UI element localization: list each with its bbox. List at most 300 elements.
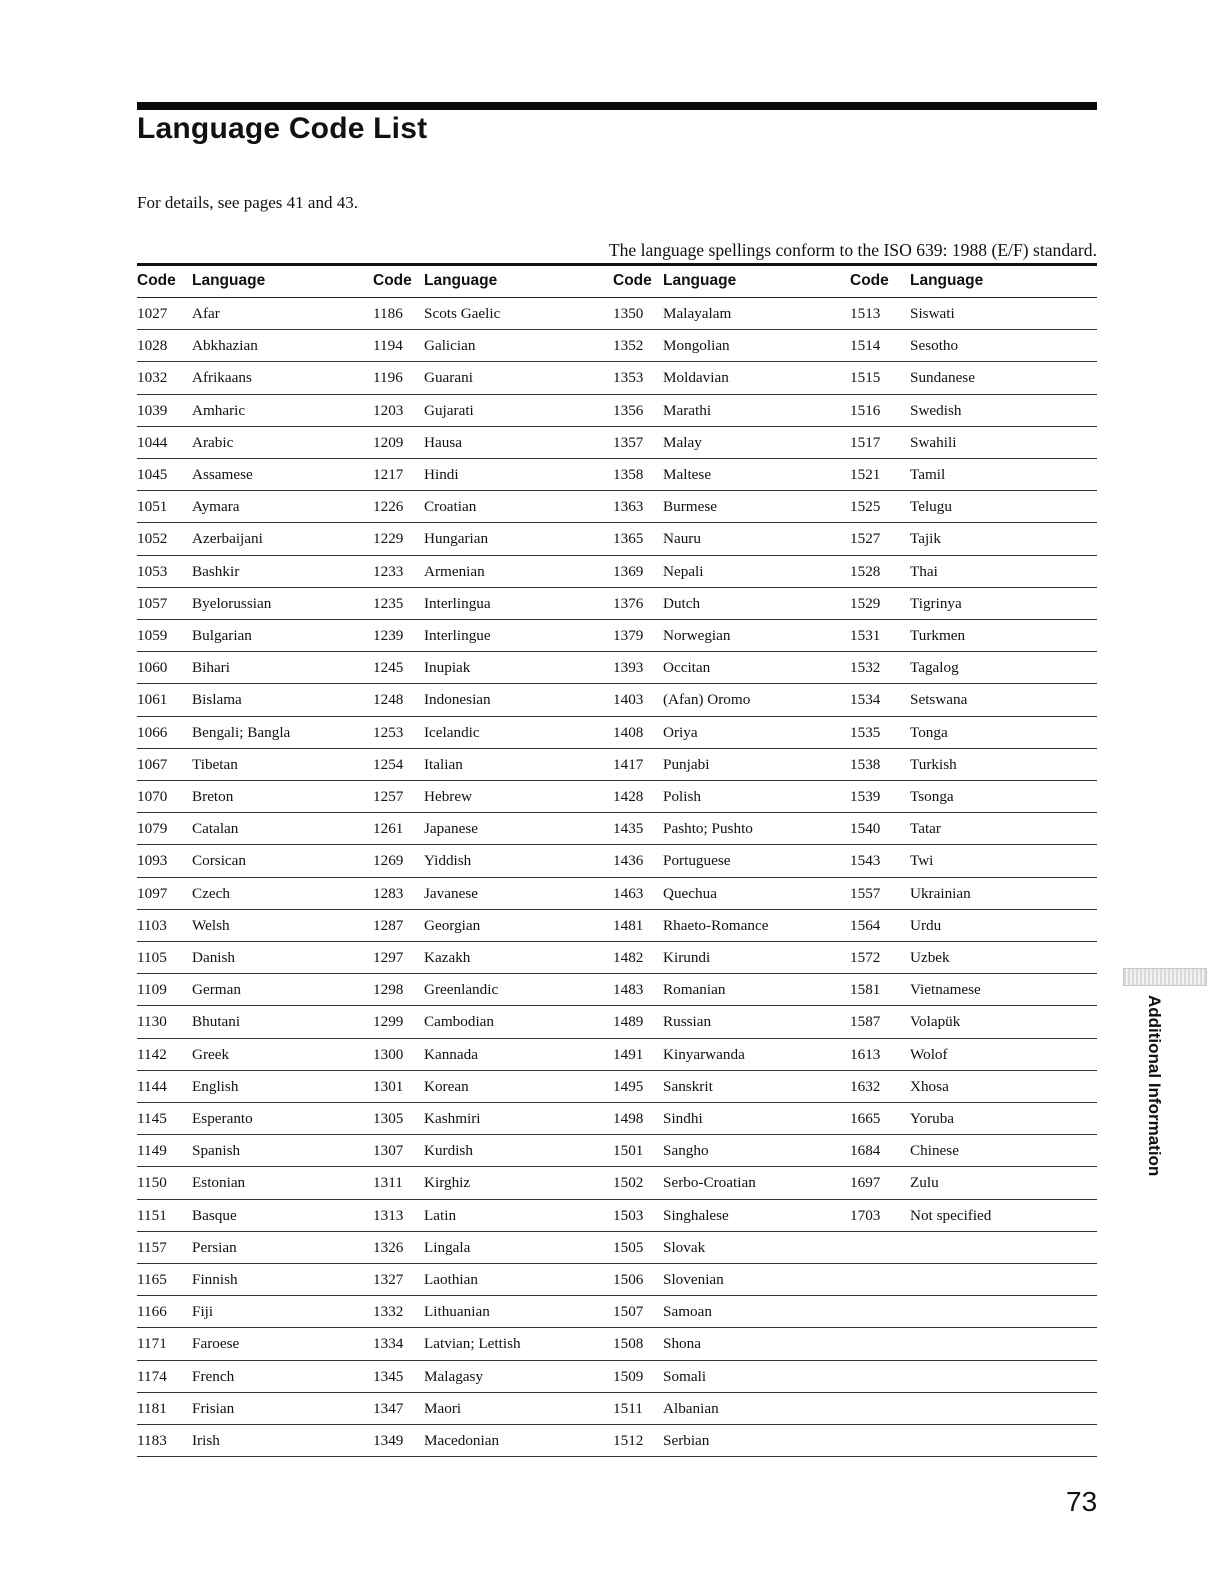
language-name: Siswati bbox=[910, 305, 955, 322]
language-name: Malagasy bbox=[424, 1367, 484, 1385]
table-row bbox=[137, 556, 1097, 588]
language-code: 1516 bbox=[850, 401, 881, 419]
language-code: 1540 bbox=[850, 820, 881, 838]
language-name: Thai bbox=[910, 562, 938, 580]
table-row bbox=[137, 942, 1097, 974]
language-code: 1144 bbox=[137, 1077, 167, 1095]
language-code: 1353 bbox=[613, 369, 644, 387]
language-name: Latvian; Lettish bbox=[424, 1335, 521, 1353]
language-name: Chinese bbox=[910, 1142, 959, 1160]
language-name: Tibetan bbox=[192, 755, 238, 773]
language-name: Pashto; Pushto bbox=[663, 820, 753, 838]
header-language: Language bbox=[192, 272, 266, 289]
language-code: 1226 bbox=[373, 498, 404, 516]
language-name: Lingala bbox=[424, 1238, 471, 1256]
language-code: 1528 bbox=[850, 562, 881, 580]
language-name: Zulu bbox=[910, 1174, 939, 1192]
language-name: Serbian bbox=[663, 1432, 710, 1449]
language-code: 1369 bbox=[613, 562, 644, 580]
language-code: 1509 bbox=[613, 1367, 644, 1385]
language-code: 1239 bbox=[373, 627, 404, 644]
language-code: 1061 bbox=[137, 691, 168, 709]
language-code: 1495 bbox=[613, 1077, 644, 1095]
language-name: Lithuanian bbox=[424, 1303, 490, 1321]
header-code: Code bbox=[373, 272, 412, 289]
language-code: 1171 bbox=[137, 1335, 167, 1353]
language-name: Byelorussian bbox=[192, 594, 272, 612]
language-name: Urdu bbox=[910, 916, 942, 934]
table-row bbox=[137, 1296, 1097, 1328]
language-code: 1498 bbox=[613, 1110, 644, 1127]
language-code: 1334 bbox=[373, 1335, 404, 1353]
language-code: 1697 bbox=[850, 1174, 881, 1192]
language-code: 1376 bbox=[613, 594, 644, 612]
language-name: Finnish bbox=[192, 1271, 238, 1288]
language-code: 1503 bbox=[613, 1206, 644, 1224]
language-name: Somali bbox=[663, 1367, 707, 1385]
language-name: Hungarian bbox=[424, 530, 489, 548]
language-name: Russian bbox=[663, 1013, 712, 1031]
page-number: 73 bbox=[1066, 1486, 1098, 1517]
language-code: 1483 bbox=[613, 981, 644, 999]
language-code: 1393 bbox=[613, 659, 644, 677]
language-code: 1032 bbox=[137, 369, 168, 387]
language-name: Singhalese bbox=[663, 1206, 729, 1224]
language-name: Malay bbox=[663, 433, 702, 451]
language-code: 1514 bbox=[850, 337, 881, 355]
language-name: Frisian bbox=[192, 1399, 235, 1417]
language-code: 1105 bbox=[137, 949, 167, 966]
language-code: 1532 bbox=[850, 659, 881, 677]
table-row bbox=[137, 298, 1097, 330]
language-name: Twi bbox=[910, 852, 934, 870]
language-name: Dutch bbox=[663, 594, 701, 612]
language-name: Bashkir bbox=[192, 562, 240, 580]
language-code: 1067 bbox=[137, 755, 168, 773]
language-name: Georgian bbox=[424, 916, 481, 934]
language-code: 1297 bbox=[373, 949, 404, 966]
language-code: 1157 bbox=[137, 1238, 167, 1256]
language-name: Maori bbox=[424, 1399, 462, 1417]
table-row bbox=[137, 459, 1097, 491]
language-name: Guarani bbox=[424, 369, 473, 387]
language-name: Korean bbox=[424, 1077, 469, 1095]
language-code: 1539 bbox=[850, 788, 881, 805]
language-name: Aymara bbox=[192, 498, 240, 516]
language-code: 1357 bbox=[613, 433, 644, 451]
language-code: 1356 bbox=[613, 401, 644, 419]
language-name: Bhutani bbox=[192, 1013, 241, 1031]
header-language: Language bbox=[663, 272, 737, 289]
language-code: 1245 bbox=[373, 659, 404, 677]
language-name: Tajik bbox=[910, 530, 941, 548]
language-name: Indonesian bbox=[424, 691, 491, 709]
language-code: 1109 bbox=[137, 981, 167, 999]
table-row bbox=[137, 362, 1097, 394]
language-name: Polish bbox=[663, 788, 701, 805]
language-code: 1349 bbox=[373, 1432, 404, 1449]
language-name: Nauru bbox=[663, 530, 701, 548]
language-name: Ukrainian bbox=[910, 884, 971, 902]
language-code: 1166 bbox=[137, 1303, 167, 1321]
language-name: Nepali bbox=[663, 562, 704, 580]
header-language: Language bbox=[424, 272, 498, 289]
language-code: 1352 bbox=[613, 337, 644, 355]
language-name: Persian bbox=[192, 1238, 237, 1256]
language-code: 1481 bbox=[613, 916, 644, 934]
language-code: 1307 bbox=[373, 1142, 404, 1160]
language-code: 1345 bbox=[373, 1367, 404, 1385]
language-name: Javanese bbox=[424, 884, 478, 902]
language-name: Tagalog bbox=[910, 659, 959, 677]
page-title: Language Code List bbox=[137, 112, 428, 145]
language-name: Serbo-Croatian bbox=[663, 1174, 756, 1192]
table-row bbox=[137, 1103, 1097, 1135]
language-name: Interlingue bbox=[424, 627, 491, 644]
table-row bbox=[137, 845, 1097, 877]
language-code: 1489 bbox=[613, 1013, 644, 1031]
language-code: 1027 bbox=[137, 305, 168, 322]
language-name: Bislama bbox=[192, 691, 242, 709]
language-name: Amharic bbox=[192, 401, 246, 419]
language-name: Assamese bbox=[192, 466, 253, 483]
language-code: 1165 bbox=[137, 1271, 167, 1288]
language-code: 1150 bbox=[137, 1174, 167, 1192]
language-code: 1028 bbox=[137, 337, 168, 355]
language-code: 1408 bbox=[613, 723, 644, 741]
language-name: Kinyarwanda bbox=[663, 1045, 745, 1063]
language-code: 1203 bbox=[373, 401, 404, 419]
language-code: 1703 bbox=[850, 1206, 881, 1224]
language-code: 1305 bbox=[373, 1110, 404, 1127]
language-name: Bulgarian bbox=[192, 627, 252, 644]
language-code: 1039 bbox=[137, 401, 168, 419]
language-code: 1502 bbox=[613, 1174, 644, 1192]
language-name: Hausa bbox=[424, 433, 462, 451]
language-code: 1436 bbox=[613, 852, 644, 870]
language-name: Galician bbox=[424, 337, 476, 355]
language-code: 1301 bbox=[373, 1077, 404, 1095]
language-name: Irish bbox=[192, 1432, 220, 1449]
language-name: Basque bbox=[192, 1206, 237, 1224]
language-name: Japanese bbox=[424, 820, 478, 838]
table-row bbox=[137, 1328, 1097, 1360]
language-name: Swahili bbox=[910, 433, 957, 451]
language-name: Czech bbox=[192, 884, 230, 902]
language-name: Kannada bbox=[424, 1045, 478, 1063]
language-name: Fiji bbox=[192, 1303, 214, 1321]
language-name: Marathi bbox=[663, 401, 712, 419]
language-code: 1045 bbox=[137, 466, 168, 483]
header-code: Code bbox=[850, 272, 889, 289]
language-code: 1174 bbox=[137, 1367, 167, 1385]
language-name: Yoruba bbox=[910, 1110, 955, 1127]
table-row bbox=[137, 684, 1097, 716]
header-code: Code bbox=[137, 272, 176, 289]
language-code: 1233 bbox=[373, 562, 404, 580]
language-code: 1181 bbox=[137, 1399, 167, 1417]
language-name: Xhosa bbox=[910, 1077, 949, 1095]
language-name: Burmese bbox=[663, 498, 717, 516]
table-row bbox=[137, 652, 1097, 684]
language-code: 1535 bbox=[850, 723, 881, 741]
table-row bbox=[137, 1200, 1097, 1232]
language-code: 1557 bbox=[850, 884, 881, 902]
language-name: Esperanto bbox=[192, 1110, 253, 1127]
language-name: Not specified bbox=[910, 1206, 992, 1224]
language-code: 1517 bbox=[850, 433, 881, 451]
language-name: English bbox=[192, 1077, 239, 1095]
language-name: Tatar bbox=[910, 820, 941, 838]
language-name: Samoan bbox=[663, 1303, 712, 1321]
language-name: (Afan) Oromo bbox=[663, 691, 751, 709]
language-name: Tonga bbox=[910, 723, 948, 741]
table-row bbox=[137, 910, 1097, 942]
language-code: 1350 bbox=[613, 305, 644, 322]
language-code: 1534 bbox=[850, 691, 881, 709]
language-code: 1253 bbox=[373, 723, 404, 741]
language-name: Greek bbox=[192, 1045, 230, 1063]
language-code: 1298 bbox=[373, 981, 404, 999]
language-code: 1403 bbox=[613, 691, 644, 709]
table-header bbox=[137, 266, 1097, 298]
language-code: 1194 bbox=[373, 337, 403, 355]
language-name: Croatian bbox=[424, 498, 477, 516]
language-code: 1326 bbox=[373, 1238, 404, 1256]
language-code: 1332 bbox=[373, 1303, 404, 1321]
language-name: French bbox=[192, 1367, 235, 1385]
language-name: Uzbek bbox=[910, 949, 950, 966]
table-row bbox=[137, 523, 1097, 555]
language-name: Armenian bbox=[424, 562, 485, 580]
language-code: 1313 bbox=[373, 1206, 404, 1224]
language-code: 1428 bbox=[613, 788, 644, 805]
language-code: 1587 bbox=[850, 1013, 881, 1031]
language-name: Telugu bbox=[910, 498, 952, 516]
language-name: Slovenian bbox=[663, 1271, 724, 1288]
language-name: Inupiak bbox=[424, 659, 471, 677]
language-name: Tsonga bbox=[910, 788, 954, 805]
language-code: 1142 bbox=[137, 1045, 167, 1063]
language-code: 1417 bbox=[613, 755, 644, 773]
language-name: Volapük bbox=[910, 1013, 961, 1031]
language-code: 1525 bbox=[850, 498, 881, 516]
language-name: Interlingua bbox=[424, 594, 491, 612]
language-code: 1505 bbox=[613, 1238, 644, 1256]
table-row bbox=[137, 1232, 1097, 1264]
language-name: Portuguese bbox=[663, 852, 731, 870]
language-name: Scots Gaelic bbox=[424, 305, 501, 322]
language-code: 1093 bbox=[137, 852, 168, 870]
language-name: Corsican bbox=[192, 852, 246, 870]
language-code: 1283 bbox=[373, 884, 404, 902]
language-name: Danish bbox=[192, 949, 236, 966]
language-code-table bbox=[137, 298, 1097, 1459]
language-code: 1257 bbox=[373, 788, 404, 805]
language-name: Spanish bbox=[192, 1142, 241, 1160]
standard-note: The language spellings conform to the ISO 639: 1988 (E/F) standard. bbox=[608, 240, 1097, 260]
language-code: 1186 bbox=[373, 305, 403, 322]
table-row bbox=[137, 1071, 1097, 1103]
table-row bbox=[137, 620, 1097, 652]
language-name: Turkish bbox=[910, 755, 957, 773]
language-code: 1254 bbox=[373, 755, 404, 773]
side-tab-label: Additional Information bbox=[1145, 995, 1164, 1177]
language-code: 1057 bbox=[137, 594, 168, 612]
language-code: 1521 bbox=[850, 466, 881, 483]
language-code: 1196 bbox=[373, 369, 403, 387]
language-name: Mongolian bbox=[663, 337, 730, 355]
language-code: 1097 bbox=[137, 884, 168, 902]
language-code: 1079 bbox=[137, 820, 168, 838]
language-code: 1564 bbox=[850, 916, 881, 934]
language-name: Tamil bbox=[910, 466, 946, 483]
language-code: 1482 bbox=[613, 949, 644, 966]
language-code: 1491 bbox=[613, 1045, 644, 1063]
table-row bbox=[137, 427, 1097, 459]
language-name: Arabic bbox=[192, 433, 234, 451]
language-code: 1527 bbox=[850, 530, 881, 548]
language-code: 1059 bbox=[137, 627, 168, 644]
language-name: Gujarati bbox=[424, 401, 474, 419]
language-code: 1261 bbox=[373, 820, 404, 838]
language-name: Kashmiri bbox=[424, 1110, 481, 1127]
language-code: 1511 bbox=[613, 1399, 643, 1417]
language-name: Afar bbox=[192, 305, 220, 322]
language-name: Hebrew bbox=[424, 788, 473, 805]
language-name: Oriya bbox=[663, 723, 698, 741]
language-name: Sanskrit bbox=[663, 1077, 713, 1095]
table-row bbox=[137, 781, 1097, 813]
language-code: 1512 bbox=[613, 1432, 644, 1449]
language-code: 1365 bbox=[613, 530, 644, 548]
table-row bbox=[137, 1135, 1097, 1167]
language-name: Latin bbox=[424, 1206, 457, 1224]
language-name: Tigrinya bbox=[910, 594, 962, 612]
table-row bbox=[137, 1006, 1097, 1038]
language-name: Shona bbox=[663, 1335, 701, 1353]
language-code: 1347 bbox=[373, 1399, 404, 1417]
language-code: 1463 bbox=[613, 884, 644, 902]
language-code: 1572 bbox=[850, 949, 881, 966]
language-name: Abkhazian bbox=[192, 337, 258, 355]
language-code: 1299 bbox=[373, 1013, 404, 1031]
language-code: 1327 bbox=[373, 1271, 404, 1288]
language-code: 1508 bbox=[613, 1335, 644, 1353]
language-code: 1145 bbox=[137, 1110, 167, 1127]
language-code: 1209 bbox=[373, 433, 404, 451]
language-name: Occitan bbox=[663, 659, 711, 677]
language-code: 1248 bbox=[373, 691, 404, 709]
language-code: 1053 bbox=[137, 562, 168, 580]
table-row bbox=[137, 395, 1097, 427]
language-code: 1311 bbox=[373, 1174, 403, 1192]
language-name: Norwegian bbox=[663, 627, 731, 644]
language-name: Italian bbox=[424, 755, 463, 773]
language-code: 1515 bbox=[850, 369, 881, 387]
language-name: Kirghiz bbox=[424, 1174, 471, 1192]
language-code: 1613 bbox=[850, 1045, 881, 1063]
language-name: Azerbaijani bbox=[192, 530, 263, 548]
language-code: 1149 bbox=[137, 1142, 167, 1160]
language-code: 1103 bbox=[137, 916, 167, 934]
language-name: Slovak bbox=[663, 1238, 706, 1256]
language-name: Sundanese bbox=[910, 369, 975, 387]
table-row bbox=[137, 491, 1097, 523]
language-code: 1529 bbox=[850, 594, 881, 612]
language-name: Maltese bbox=[663, 466, 712, 483]
language-code: 1581 bbox=[850, 981, 881, 999]
language-name: Malayalam bbox=[663, 305, 732, 322]
language-name: Sindhi bbox=[663, 1110, 703, 1127]
language-name: Romanian bbox=[663, 981, 726, 999]
table-row bbox=[137, 749, 1097, 781]
language-code: 1379 bbox=[613, 627, 644, 644]
language-code: 1507 bbox=[613, 1303, 644, 1321]
language-code: 1363 bbox=[613, 498, 644, 516]
language-code: 1229 bbox=[373, 530, 404, 548]
language-name: Breton bbox=[192, 788, 234, 805]
language-name: Setswana bbox=[910, 691, 968, 709]
language-code: 1269 bbox=[373, 852, 404, 870]
language-code: 1506 bbox=[613, 1271, 644, 1288]
language-name: Sesotho bbox=[910, 337, 959, 355]
language-code: 1531 bbox=[850, 627, 881, 644]
language-name: Kazakh bbox=[424, 949, 471, 966]
language-name: Icelandic bbox=[424, 723, 480, 741]
language-code: 1665 bbox=[850, 1110, 881, 1127]
language-name: Turkmen bbox=[910, 627, 966, 644]
language-name: Cambodian bbox=[424, 1013, 495, 1031]
language-name: Albanian bbox=[663, 1399, 719, 1417]
header-code: Code bbox=[613, 272, 652, 289]
language-name: Vietnamese bbox=[910, 981, 981, 999]
language-code: 1051 bbox=[137, 498, 168, 516]
language-name: Sangho bbox=[663, 1142, 709, 1160]
table-row bbox=[137, 1425, 1097, 1457]
language-code: 1684 bbox=[850, 1142, 881, 1160]
table-row bbox=[137, 1039, 1097, 1071]
header-language: Language bbox=[910, 272, 984, 289]
language-code: 1070 bbox=[137, 788, 168, 805]
language-code: 1060 bbox=[137, 659, 168, 677]
language-name: Kurdish bbox=[424, 1142, 473, 1160]
language-name: Hindi bbox=[424, 466, 459, 483]
language-name: Bengali; Bangla bbox=[192, 723, 291, 741]
language-name: Greenlandic bbox=[424, 981, 499, 999]
language-code: 1300 bbox=[373, 1045, 404, 1063]
language-name: Afrikaans bbox=[192, 369, 252, 387]
language-name: Kirundi bbox=[663, 949, 711, 966]
language-code: 1217 bbox=[373, 466, 404, 483]
language-name: Punjabi bbox=[663, 755, 710, 773]
language-name: Bihari bbox=[192, 659, 230, 677]
side-tab-marker bbox=[1123, 968, 1207, 986]
language-code: 1151 bbox=[137, 1206, 167, 1224]
language-name: Yiddish bbox=[424, 852, 472, 870]
table-row bbox=[137, 878, 1097, 910]
language-name: Welsh bbox=[192, 916, 230, 934]
language-name: Estonian bbox=[192, 1174, 246, 1192]
language-code: 1632 bbox=[850, 1077, 881, 1095]
language-code: 1435 bbox=[613, 820, 644, 838]
language-code: 1052 bbox=[137, 530, 168, 548]
language-code: 1501 bbox=[613, 1142, 644, 1160]
language-code: 1513 bbox=[850, 305, 881, 322]
table-row bbox=[137, 813, 1097, 845]
language-code: 1543 bbox=[850, 852, 881, 870]
language-name: Swedish bbox=[910, 401, 962, 419]
